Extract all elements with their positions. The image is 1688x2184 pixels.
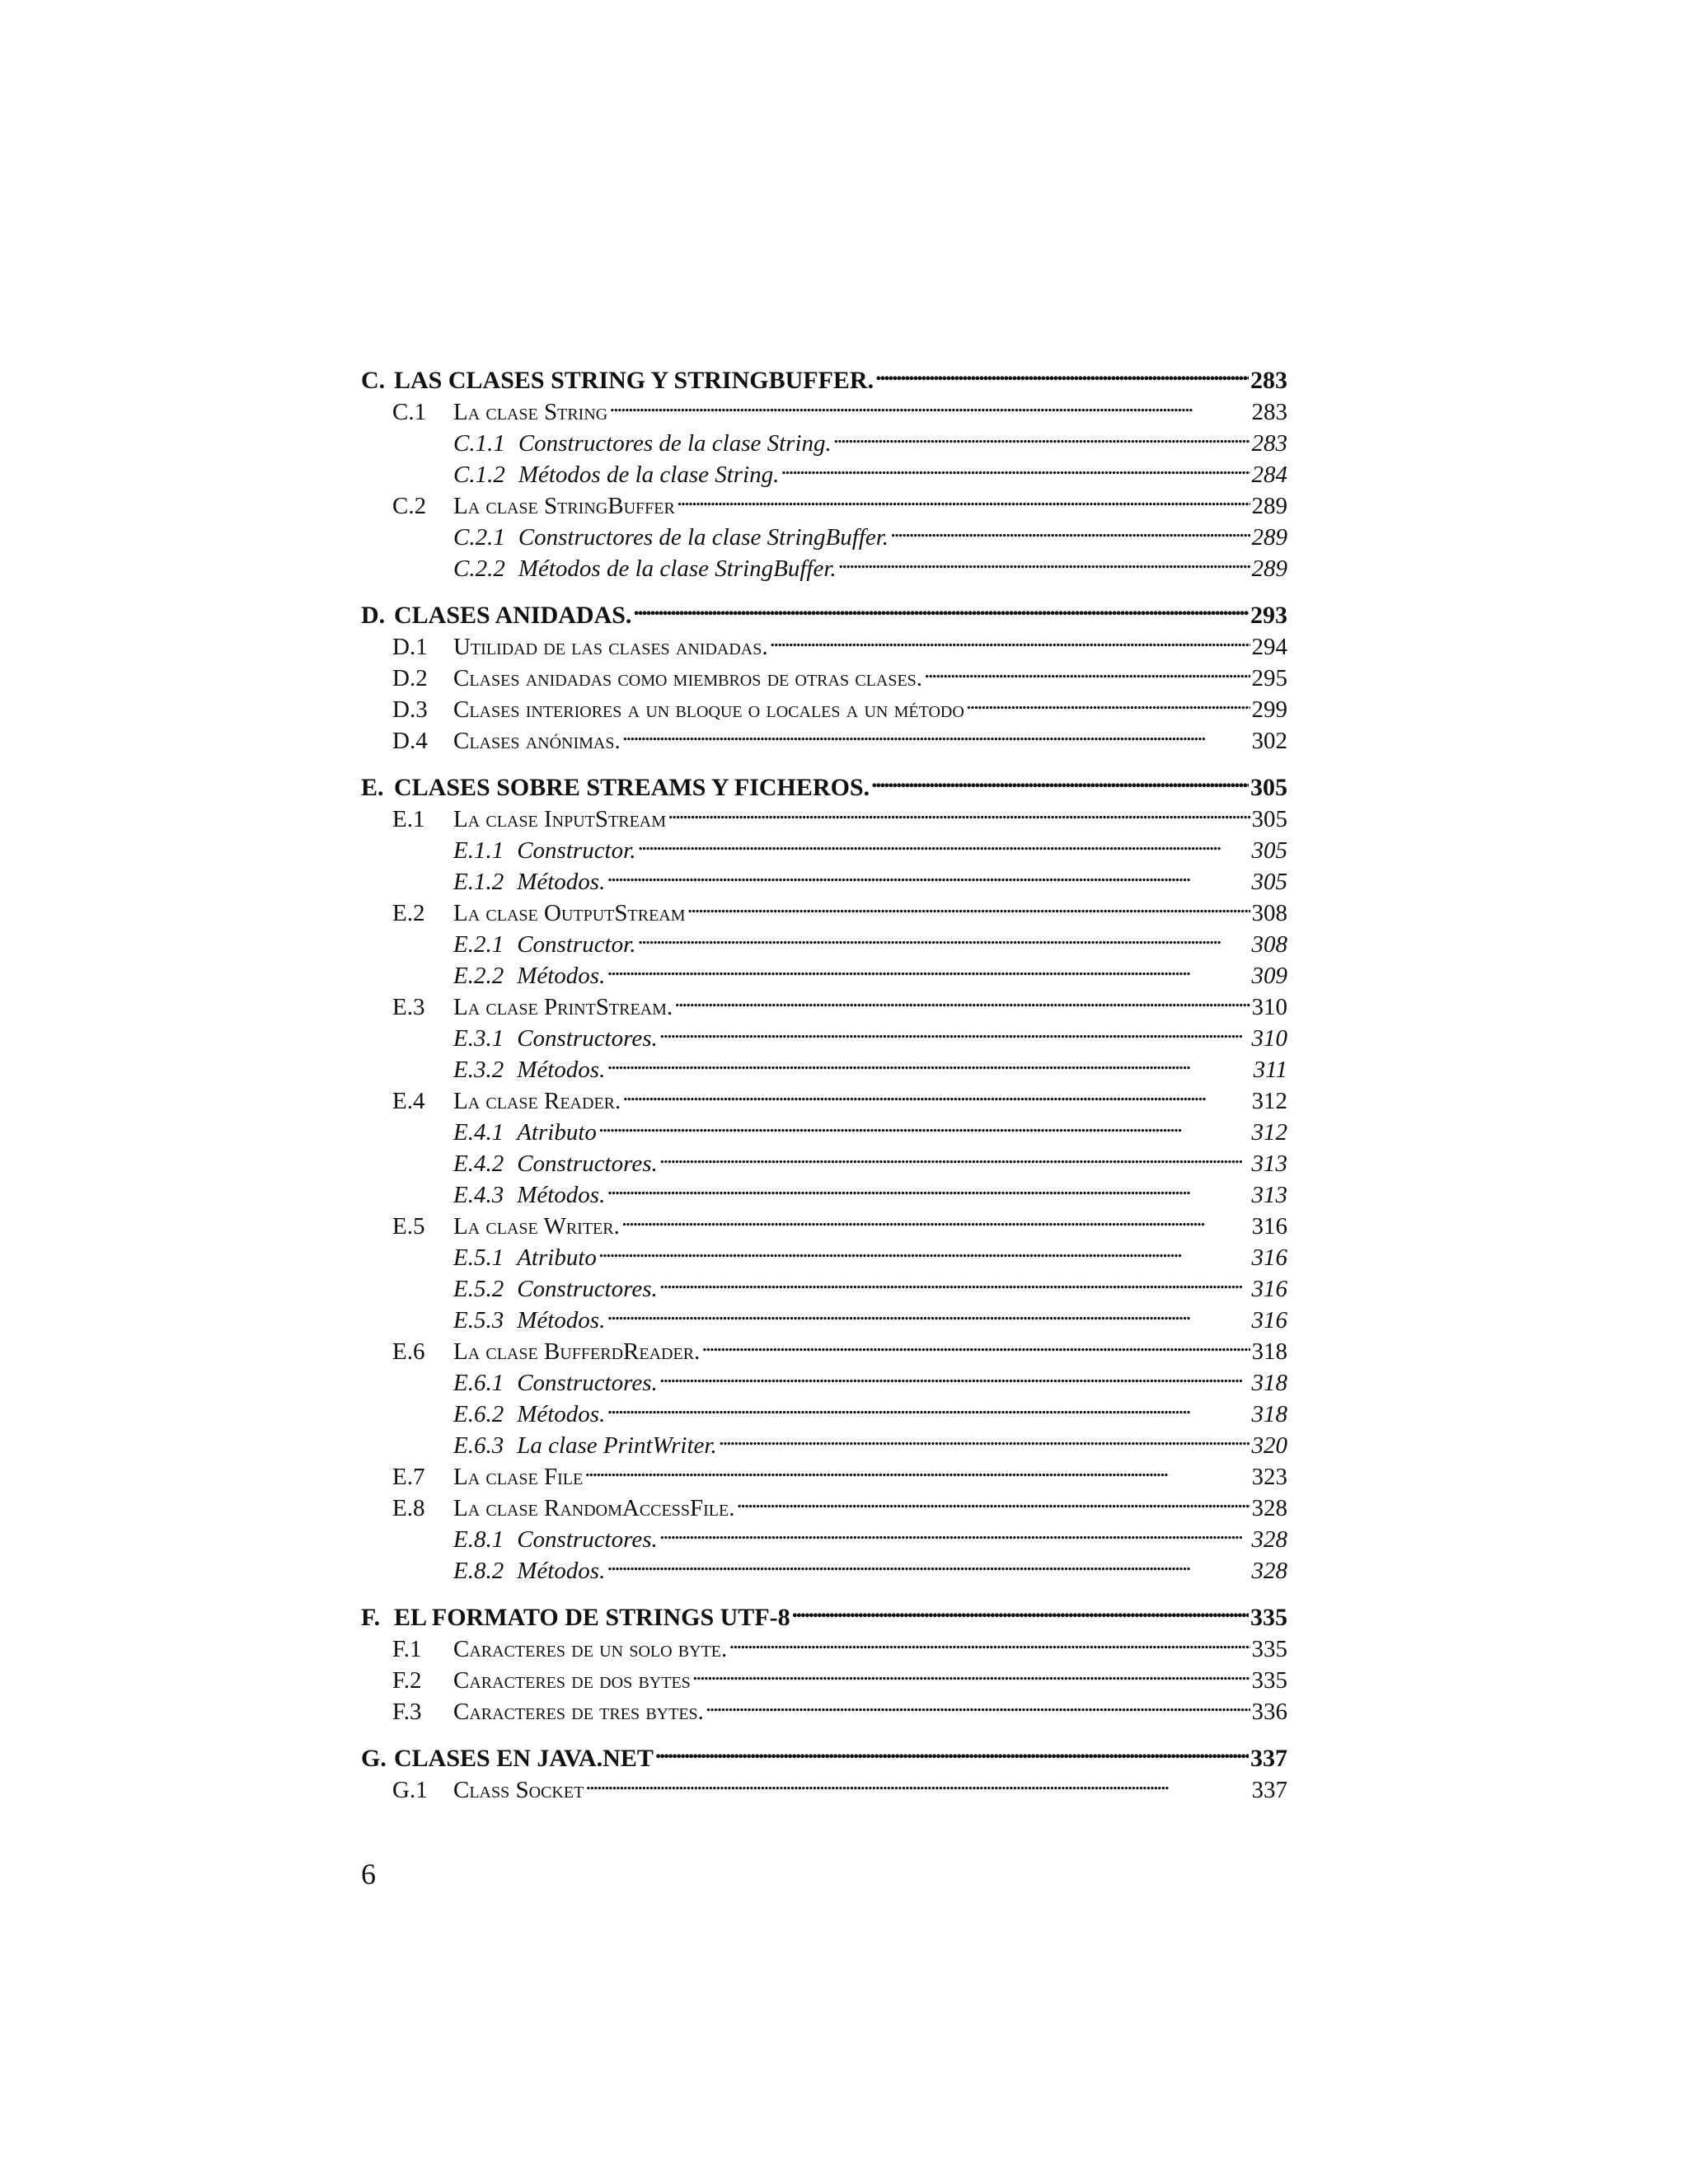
entry-title: Métodos.	[517, 869, 606, 895]
entry-page-number: 293	[1250, 602, 1287, 629]
entry-number: E.6.3	[453, 1432, 504, 1459]
entry-page-number: 302	[1251, 728, 1287, 754]
entry-title: Métodos de la clase String.	[518, 462, 780, 488]
dot-leader	[607, 1296, 1250, 1328]
entry-title: Constructores.	[517, 1370, 658, 1396]
entry-title: Class Socket	[453, 1777, 584, 1803]
entry-number: F.1	[392, 1636, 422, 1662]
entry-page-number: 310	[1251, 994, 1287, 1020]
entry-title: Constructores.	[517, 1025, 658, 1052]
table-of-contents	[361, 357, 1287, 1813]
dot-leader	[607, 1046, 1251, 1077]
entry-number: C.2.1	[453, 524, 505, 551]
dot-leader	[833, 419, 1250, 451]
entry-number: E.2	[392, 900, 425, 926]
entry-number: E.3.2	[453, 1057, 504, 1083]
entry-page-number: 312	[1251, 1119, 1287, 1146]
dot-leader	[792, 1594, 1249, 1625]
entry-page-number: 318	[1251, 1401, 1287, 1427]
dot-leader	[585, 1766, 1250, 1797]
entry-title: Constructor.	[517, 931, 636, 958]
entry-title: Atributo	[517, 1119, 597, 1146]
entry-page-number: 336	[1251, 1699, 1287, 1725]
entry-page-number: 316	[1251, 1213, 1287, 1240]
entry-number: E.4	[392, 1088, 425, 1114]
entry-title: La clase OutputStream	[453, 900, 686, 926]
entry-number: E.1	[392, 806, 425, 832]
toc-section	[361, 1735, 1287, 1803]
toc-section-heading	[361, 764, 1287, 801]
entry-number: F.2	[392, 1667, 422, 1694]
dot-leader	[659, 1265, 1250, 1296]
entry-number: E.5.3	[453, 1307, 504, 1333]
dot-leader	[659, 1516, 1250, 1547]
entry-title: Métodos.	[517, 1182, 606, 1208]
entry-number: E.7	[392, 1464, 425, 1490]
entry-page-number: 335	[1251, 1667, 1287, 1694]
dot-leader	[677, 482, 1250, 513]
entry-page-number: 323	[1251, 1464, 1287, 1490]
dot-leader	[598, 1108, 1250, 1140]
entry-number: F.	[361, 1604, 381, 1631]
entry-title: Clases interiores a un bloque o locales a un método	[453, 696, 964, 723]
dot-leader	[659, 1015, 1250, 1046]
entry-page-number: 283	[1251, 430, 1287, 457]
entry-title: Caracteres de un solo byte.	[453, 1636, 728, 1662]
entry-page-number: 308	[1251, 931, 1287, 958]
entry-title: Métodos.	[517, 963, 606, 989]
entry-title: CLASES ANIDADAS.	[394, 602, 632, 629]
entry-number: E.8.1	[453, 1526, 504, 1553]
entry-number: E.8.2	[453, 1558, 504, 1584]
dot-leader	[692, 1657, 1250, 1688]
entry-page-number: 316	[1251, 1276, 1287, 1302]
entry-page-number: 328	[1251, 1495, 1287, 1521]
entry-page-number: 337	[1250, 1745, 1287, 1772]
entry-number: D.3	[392, 696, 428, 723]
dot-leader	[609, 388, 1250, 419]
entry-page-number: 305	[1250, 774, 1287, 801]
entry-page-number: 289	[1251, 493, 1287, 519]
entry-page-number: 328	[1251, 1526, 1287, 1553]
entry-page-number: 337	[1251, 1777, 1287, 1803]
entry-number: F.3	[392, 1699, 422, 1725]
entry-number: E.8	[392, 1495, 425, 1521]
entry-page-number: 299	[1251, 696, 1287, 723]
entry-page-number: 305	[1251, 837, 1287, 864]
toc-section	[361, 592, 1287, 754]
dot-leader	[736, 1484, 1250, 1516]
toc-section	[361, 764, 1287, 1584]
entry-page-number: 328	[1251, 1558, 1287, 1584]
entry-title: Constructores.	[517, 1151, 658, 1177]
entry-number: E.2.1	[453, 931, 504, 958]
dot-leader	[633, 592, 1249, 623]
entry-page-number: 318	[1251, 1338, 1287, 1365]
entry-title: CLASES SOBRE STREAMS Y FICHEROS.	[394, 774, 870, 801]
entry-page-number: 309	[1251, 963, 1287, 989]
toc-section-heading	[361, 357, 1287, 394]
entry-number: D.4	[392, 728, 428, 754]
dot-leader	[701, 1328, 1250, 1359]
entry-title: LAS CLASES STRING Y STRINGBUFFER.	[394, 367, 874, 394]
entry-page-number: 308	[1251, 900, 1287, 926]
dot-leader	[598, 1234, 1250, 1265]
dot-leader	[655, 1735, 1249, 1766]
entry-title: La clase String	[453, 399, 608, 425]
entry-page-number: 318	[1251, 1370, 1287, 1396]
entry-number: E.1.1	[453, 837, 504, 864]
entry-title: Métodos.	[517, 1057, 606, 1083]
entry-title: Constructor.	[517, 837, 636, 864]
entry-page-number: 310	[1251, 1025, 1287, 1052]
dot-leader	[659, 1140, 1250, 1171]
entry-title: Constructores.	[517, 1526, 658, 1553]
dot-leader	[668, 795, 1250, 827]
dot-leader	[622, 717, 1250, 748]
dot-leader	[875, 357, 1249, 388]
entry-title: Métodos de la clase StringBuffer.	[518, 555, 837, 582]
entry-number: E.3	[392, 994, 425, 1020]
entry-number: E.6.2	[453, 1401, 504, 1427]
toc-section	[361, 1594, 1287, 1725]
entry-page-number: 283	[1250, 367, 1287, 394]
entry-title: La clase File	[453, 1464, 584, 1490]
entry-title: CLASES EN JAVA.NET	[394, 1745, 654, 1772]
entry-title: La clase InputStream	[453, 806, 667, 832]
dot-leader	[637, 921, 1250, 952]
entry-title: Métodos.	[517, 1401, 606, 1427]
entry-number: E.	[361, 774, 384, 801]
dot-leader	[674, 983, 1250, 1015]
entry-title: La clase Reader.	[453, 1088, 621, 1114]
entry-title: La clase BufferdReader.	[453, 1338, 701, 1365]
page-number: 6	[361, 1858, 376, 1891]
entry-number: C.2	[392, 493, 427, 519]
entry-title: Constructores.	[517, 1276, 658, 1302]
entry-page-number: 283	[1251, 399, 1287, 425]
entry-number: E.4.1	[453, 1119, 504, 1146]
dot-leader	[621, 1202, 1250, 1234]
entry-page-number: 305	[1251, 806, 1287, 832]
entry-page-number: 313	[1251, 1182, 1287, 1208]
dot-leader	[659, 1359, 1250, 1390]
dot-leader	[622, 1077, 1250, 1108]
entry-title: Clases anónimas.	[453, 728, 621, 754]
dot-leader	[890, 513, 1250, 545]
entry-title: La clase PrintWriter.	[517, 1432, 717, 1459]
dot-leader	[838, 545, 1250, 576]
entry-number: E.5.1	[453, 1244, 504, 1271]
entry-number: G.	[361, 1745, 387, 1772]
entry-title: La clase PrintStream.	[453, 994, 673, 1020]
dot-leader	[607, 1547, 1250, 1578]
entry-title: Constructores de la clase String.	[518, 430, 832, 457]
entry-title: EL FORMATO DE STRINGS UTF-8	[394, 1604, 790, 1631]
entry-number: C.	[361, 367, 386, 394]
entry-number: E.4.3	[453, 1182, 504, 1208]
entry-title: Métodos.	[517, 1558, 606, 1584]
entry-page-number: 305	[1251, 869, 1287, 895]
entry-page-number: 284	[1251, 462, 1287, 488]
dot-leader	[607, 858, 1250, 889]
entry-number: E.4.2	[453, 1151, 504, 1177]
dot-leader	[719, 1422, 1250, 1453]
entry-number: E.6.1	[453, 1370, 504, 1396]
entry-number: D.1	[392, 634, 428, 660]
entry-number: C.1.2	[453, 462, 505, 488]
entry-number: E.2.2	[453, 963, 504, 989]
dot-leader	[607, 1390, 1250, 1422]
entry-page-number: 295	[1251, 665, 1287, 691]
entry-page-number: 313	[1251, 1151, 1287, 1177]
entry-number: C.2.2	[453, 555, 505, 582]
entry-number: E.5	[392, 1213, 425, 1240]
entry-number: E.6	[392, 1338, 425, 1365]
dot-leader	[924, 654, 1250, 686]
toc-section-heading	[361, 1735, 1287, 1772]
entry-page-number: 316	[1251, 1307, 1287, 1333]
entry-page-number: 316	[1251, 1244, 1287, 1271]
entry-title: Caracteres de dos bytes	[453, 1667, 691, 1694]
toc-section	[361, 357, 1287, 582]
entry-number: E.3.1	[453, 1025, 504, 1052]
dot-leader	[706, 1688, 1250, 1719]
entry-title: Caracteres de tres bytes.	[453, 1699, 704, 1725]
entry-number: D.	[361, 602, 386, 629]
dot-leader	[729, 1625, 1250, 1657]
entry-number: C.1.1	[453, 430, 505, 457]
toc-section-heading	[361, 592, 1287, 629]
entry-page-number: 289	[1251, 524, 1287, 551]
dot-leader	[770, 623, 1250, 654]
dot-leader	[687, 889, 1250, 921]
entry-title: Utilidad de las clases anidadas.	[453, 634, 768, 660]
dot-leader	[966, 686, 1250, 717]
dot-leader	[607, 1171, 1250, 1202]
entry-page-number: 335	[1250, 1604, 1287, 1631]
entry-title: Clases anidadas como miembros de otras clases.	[453, 665, 923, 691]
entry-page-number: 335	[1251, 1636, 1287, 1662]
entry-number: E.1.2	[453, 869, 504, 895]
entry-page-number: 320	[1251, 1432, 1287, 1459]
entry-title: La clase StringBuffer	[453, 493, 675, 519]
entry-page-number: 289	[1251, 555, 1287, 582]
entry-page-number: 311	[1253, 1057, 1287, 1083]
entry-title: Atributo	[517, 1244, 597, 1271]
dot-leader	[607, 952, 1250, 983]
toc-section-heading	[361, 1594, 1287, 1631]
entry-title: La clase Writer.	[453, 1213, 620, 1240]
dot-leader	[637, 827, 1250, 858]
entry-number: C.1	[392, 399, 427, 425]
entry-page-number: 294	[1251, 634, 1287, 660]
entry-number: D.2	[392, 665, 428, 691]
entry-number: G.1	[392, 1777, 428, 1803]
dot-leader	[781, 451, 1250, 482]
entry-title: La clase RandomAccessFile.	[453, 1495, 735, 1521]
entry-title: Métodos.	[517, 1307, 606, 1333]
entry-page-number: 312	[1251, 1088, 1287, 1114]
dot-leader	[871, 764, 1249, 795]
entry-number: E.5.2	[453, 1276, 504, 1302]
dot-leader	[584, 1453, 1250, 1484]
entry-title: Constructores de la clase StringBuffer.	[518, 524, 889, 551]
